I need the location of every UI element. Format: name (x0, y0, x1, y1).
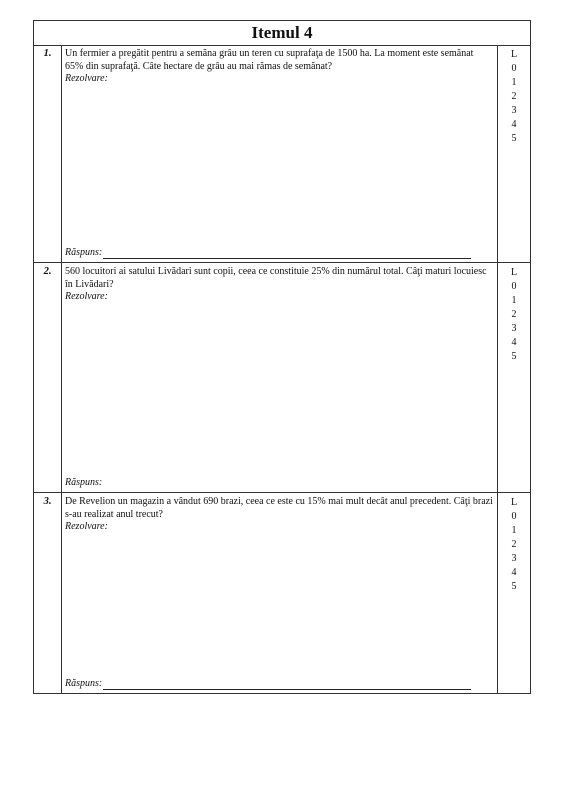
score-mark-1[interactable]: 1 (511, 295, 517, 306)
item-row (34, 493, 530, 693)
score-mark-0[interactable]: 0 (511, 63, 517, 74)
solution-label: Rezolvare: (65, 291, 108, 302)
answer-area (65, 247, 471, 260)
item-content (62, 45, 498, 262)
solution-label: Rezolvare: (65, 521, 108, 532)
problem-statement: 560 locuitori ai satului Livădari sunt copii, ceea ce constituie 25% din numărul total. Câţi maturi locuiesc în Livădari? (65, 266, 487, 290)
score-mark-3[interactable]: 3 (511, 323, 517, 334)
score-mark-3[interactable]: 3 (511, 553, 517, 564)
answer-line[interactable] (103, 679, 471, 690)
score-mark-4[interactable]: 4 (511, 567, 517, 578)
solution-label: Rezolvare: (65, 73, 108, 84)
worksheet-title: Itemul 4 (34, 21, 530, 46)
item-number: 1. (34, 45, 62, 262)
score-mark-5[interactable]: 5 (511, 351, 517, 362)
answer-label: Răspuns: (65, 246, 103, 258)
score-mark-2[interactable]: 2 (511, 539, 517, 550)
score-scale (498, 263, 530, 492)
answer-label: Răspuns: (65, 677, 103, 689)
item-number: 3. (34, 493, 62, 693)
score-scale (498, 493, 530, 693)
item-row (34, 263, 530, 493)
problem-statement: De Revelion un magazin a vândut 690 brazi, ceea ce este cu 15% mai mult decât anul precedent. Câţi brazi s-au realizat anul trecut? (65, 496, 493, 520)
score-mark-2[interactable]: 2 (511, 91, 517, 102)
score-mark-4[interactable]: 4 (511, 119, 517, 130)
item-content (62, 493, 498, 693)
score-mark-l[interactable]: L (510, 49, 518, 60)
score-mark-0[interactable]: 0 (511, 511, 517, 522)
score-mark-5[interactable]: 5 (511, 133, 517, 144)
answer-label: Răspuns: (65, 476, 103, 488)
answer-area (65, 477, 102, 490)
score-mark-1[interactable]: 1 (511, 77, 517, 88)
score-scale (498, 45, 530, 262)
answer-area (65, 678, 471, 691)
score-mark-3[interactable]: 3 (511, 105, 517, 116)
score-mark-2[interactable]: 2 (511, 309, 517, 320)
worksheet-table (33, 20, 531, 694)
score-mark-l[interactable]: L (510, 267, 518, 278)
score-mark-4[interactable]: 4 (511, 337, 517, 348)
score-mark-5[interactable]: 5 (511, 581, 517, 592)
item-row (34, 45, 530, 263)
score-mark-1[interactable]: 1 (511, 525, 517, 536)
answer-line[interactable] (103, 248, 471, 259)
score-mark-l[interactable]: L (510, 497, 518, 508)
score-mark-0[interactable]: 0 (511, 281, 517, 292)
item-content (62, 263, 498, 492)
problem-statement: Un fermier a pregătit pentru a semăna grâu un teren cu suprafaţa de 1500 ha. La moment este semănat 65% din suprafaţă. Câte hectare de grâu au mai rămas de semănat? (65, 48, 474, 72)
item-number: 2. (34, 263, 62, 492)
